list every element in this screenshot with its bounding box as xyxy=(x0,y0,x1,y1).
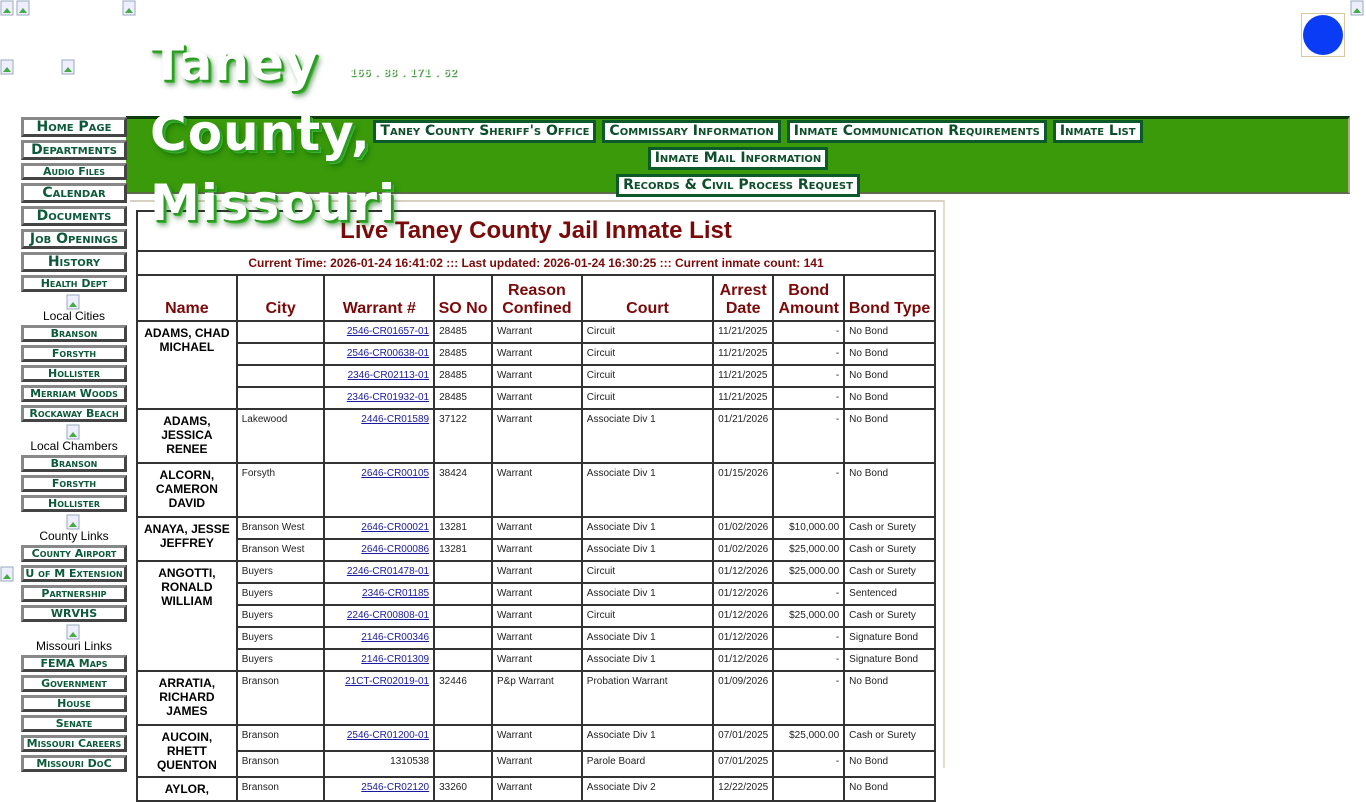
page-title: Live Taney County Jail Inmate List xyxy=(137,211,935,251)
cell-so xyxy=(434,649,492,671)
logo-line-1: Taney County, xyxy=(150,34,371,162)
cell-date: 07/01/2025 xyxy=(713,751,773,777)
sidebar-local-cities-merriam-woods[interactable]: Merriam Woods xyxy=(21,385,127,402)
broken-image-icon xyxy=(1350,0,1366,16)
cell-reason: Warrant xyxy=(492,365,582,387)
warrant-link[interactable]: 2646-CR00086 xyxy=(361,544,430,555)
warrant-link[interactable]: 2546-CR02120 xyxy=(361,782,430,793)
cell-city: Branson xyxy=(237,725,325,751)
sidebar-local-cities-forsyth[interactable]: Forsyth xyxy=(21,345,127,362)
cell-so: 28485 xyxy=(434,343,492,365)
cell-warrant xyxy=(324,387,434,409)
inmate-name: ARRATIA, RICHARD JAMES xyxy=(137,671,237,725)
cell-type: Signature Bond xyxy=(844,649,935,671)
warrant-link[interactable]: 2546-CR00638-01 xyxy=(346,348,430,359)
cell-city: Branson West xyxy=(237,517,325,539)
column-header-name: Name xyxy=(137,275,237,321)
cell-bond: $25,000.00 xyxy=(773,725,844,751)
cell-warrant xyxy=(324,583,434,605)
cell-court: Circuit xyxy=(582,365,713,387)
cell-type: No Bond xyxy=(844,409,935,463)
warrant-link[interactable]: 2646-CR00105 xyxy=(361,468,430,479)
nav-taney-county-sheriff-s-office[interactable]: Taney County Sheriff's Office xyxy=(373,120,596,143)
cell-court: Associate Div 1 xyxy=(582,539,713,561)
cell-bond: - xyxy=(773,463,844,517)
cell-reason: Warrant xyxy=(492,649,582,671)
cell-city xyxy=(237,365,325,387)
cell-city: Forsyth xyxy=(237,463,325,517)
cell-bond: $25,000.00 xyxy=(773,539,844,561)
cell-reason: Warrant xyxy=(492,751,582,777)
missouri-links-heading: Missouri Links xyxy=(35,639,113,653)
cell-so: 13281 xyxy=(434,539,492,561)
cell-date: 01/21/2026 xyxy=(713,409,773,463)
cell-reason: Warrant xyxy=(492,409,582,463)
cell-so: 28485 xyxy=(434,365,492,387)
column-header-arrest-date: Arrest Date xyxy=(713,275,773,321)
warrant-link[interactable]: 2346-CR02113-01 xyxy=(347,370,430,381)
cell-date: 07/01/2025 xyxy=(713,725,773,751)
cell-reason: Warrant xyxy=(492,387,582,409)
cell-bond: - xyxy=(773,583,844,605)
cell-bond: - xyxy=(773,649,844,671)
cell-warrant xyxy=(324,517,434,539)
cell-warrant xyxy=(324,539,434,561)
cell-court: Associate Div 1 xyxy=(582,627,713,649)
sidebar-item-departments[interactable]: Departments xyxy=(21,140,127,160)
status-line: Current Time: 2026-01-24 16:41:02 ::: Last updated: 2026-01-24 16:30:25 ::: Current inmate count: 141 xyxy=(137,251,935,275)
table-row xyxy=(137,583,935,605)
cell-date: 11/21/2025 xyxy=(713,365,773,387)
cell-bond xyxy=(773,777,844,801)
sidebar-local-chambers-hollister[interactable]: Hollister xyxy=(21,495,127,512)
cell-city: Lakewood xyxy=(237,409,325,463)
cell-bond: - xyxy=(773,365,844,387)
cell-type: Cash or Surety xyxy=(844,725,935,751)
cell-court: Associate Div 2 xyxy=(582,777,713,801)
cell-court: Circuit xyxy=(582,561,713,583)
cell-so: 38424 xyxy=(434,463,492,517)
cell-warrant xyxy=(324,561,434,583)
cell-type: Sentenced xyxy=(844,583,935,605)
sidebar-item-job-openings[interactable]: Job Openings xyxy=(21,229,127,249)
warrant-link[interactable]: 2546-CR01200-01 xyxy=(346,730,430,741)
sidebar-county-links-u-of-m-extension[interactable]: U of M Extension xyxy=(21,565,127,582)
cell-type: No Bond xyxy=(844,751,935,777)
cell-reason: Warrant xyxy=(492,343,582,365)
cell-city: Branson West xyxy=(237,539,325,561)
table-row xyxy=(137,321,935,343)
cell-warrant xyxy=(324,343,434,365)
inmate-name: ANGOTTI, RONALD WILLIAM xyxy=(137,561,237,671)
cell-so xyxy=(434,605,492,627)
local-cities-heading: Local Cities xyxy=(42,309,106,323)
sidebar-item-health-dept[interactable]: Health Dept xyxy=(21,275,127,292)
cell-warrant xyxy=(324,409,434,463)
cell-type: Signature Bond xyxy=(844,627,935,649)
broken-image-icon xyxy=(0,566,16,582)
cell-reason: Warrant xyxy=(492,627,582,649)
inmate-name: ALCORN, CAMERON DAVID xyxy=(137,463,237,517)
column-header-bond-type: Bond Type xyxy=(844,275,935,321)
cell-date: 01/12/2026 xyxy=(713,649,773,671)
cell-city xyxy=(237,321,325,343)
broken-image-icon xyxy=(66,424,82,440)
broken-image-icon xyxy=(61,59,77,75)
cell-bond: $25,000.00 xyxy=(773,605,844,627)
cell-warrant xyxy=(324,365,434,387)
sidebar-county-links-county-airport[interactable]: County Airport xyxy=(21,545,127,562)
cell-reason: Warrant xyxy=(492,463,582,517)
cell-city: Buyers xyxy=(237,649,325,671)
table-row xyxy=(137,777,935,801)
cell-date: 11/21/2025 xyxy=(713,343,773,365)
warrant-link[interactable]: 2146-CR00346 xyxy=(361,632,430,643)
warrant-link[interactable]: 2446-CR01589 xyxy=(361,414,430,425)
sidebar-county-links-partnership[interactable]: Partnership xyxy=(21,585,127,602)
cell-so: 37122 xyxy=(434,409,492,463)
cell-court: Associate Div 1 xyxy=(582,725,713,751)
sidebar-missouri-links-missouri-doc[interactable]: Missouri DoC xyxy=(21,755,127,772)
cell-city: Branson xyxy=(237,751,325,777)
table-row xyxy=(137,649,935,671)
cell-date: 01/12/2026 xyxy=(713,561,773,583)
table-row xyxy=(137,387,935,409)
cell-city xyxy=(237,387,325,409)
cell-city: Buyers xyxy=(237,605,325,627)
cell-court: Circuit xyxy=(582,605,713,627)
county-links-section-label xyxy=(21,514,127,543)
cell-warrant xyxy=(324,671,434,725)
sidebar-local-cities-hollister[interactable]: Hollister xyxy=(21,365,127,382)
sidebar-item-history[interactable]: History xyxy=(21,252,127,272)
table-row xyxy=(137,539,935,561)
sidebar-local-chambers-branson[interactable]: Branson xyxy=(21,455,127,472)
column-header-warrant: Warrant # xyxy=(324,275,434,321)
cell-type: Cash or Surety xyxy=(844,517,935,539)
cell-reason: P&p Warrant xyxy=(492,671,582,725)
cell-so xyxy=(434,751,492,777)
cell-type: Cash or Surety xyxy=(844,561,935,583)
sidebar-item-audio-files[interactable]: Audio Files xyxy=(21,163,127,180)
local-chambers-heading: Local Chambers xyxy=(30,439,118,453)
cell-reason: Warrant xyxy=(492,777,582,801)
cell-warrant xyxy=(324,463,434,517)
cell-date: 01/12/2026 xyxy=(713,605,773,627)
cell-type: No Bond xyxy=(844,321,935,343)
cell-date: 11/21/2025 xyxy=(713,387,773,409)
cell-type: No Bond xyxy=(844,387,935,409)
nav-inmate-communication-requirements[interactable]: Inmate Communication Requirements xyxy=(787,120,1047,143)
top-navigation xyxy=(126,120,1350,201)
cell-bond: $10,000.00 xyxy=(773,517,844,539)
cell-date: 11/21/2025 xyxy=(713,321,773,343)
cell-warrant xyxy=(324,777,434,801)
cell-city: Buyers xyxy=(237,561,325,583)
cell-bond: - xyxy=(773,627,844,649)
table-row xyxy=(137,751,935,777)
cell-warrant: 1310538 xyxy=(324,751,434,777)
cell-so: 32446 xyxy=(434,671,492,725)
cell-so: 13281 xyxy=(434,517,492,539)
cell-court: Associate Div 1 xyxy=(582,517,713,539)
warrant-link[interactable]: 2546-CR01657-01 xyxy=(346,326,430,337)
table-row xyxy=(137,409,935,463)
column-header-court: Court xyxy=(582,275,713,321)
cell-type: No Bond xyxy=(844,343,935,365)
avatar[interactable] xyxy=(1301,13,1345,57)
cell-bond: - xyxy=(773,671,844,725)
sidebar-missouri-links-senate[interactable]: Senate xyxy=(21,715,127,732)
broken-image-icon xyxy=(16,0,32,16)
cell-city: Buyers xyxy=(237,583,325,605)
cell-court: Associate Div 1 xyxy=(582,583,713,605)
nav-inmate-list[interactable]: Inmate List xyxy=(1053,120,1143,143)
avatar-circle-icon xyxy=(1303,15,1343,55)
cell-bond: - xyxy=(773,321,844,343)
cell-so xyxy=(434,627,492,649)
cell-date: 01/12/2026 xyxy=(713,627,773,649)
cell-bond: - xyxy=(773,409,844,463)
cell-bond: - xyxy=(773,387,844,409)
inmate-table xyxy=(136,210,936,802)
table-row xyxy=(137,725,935,751)
table-row xyxy=(137,605,935,627)
sidebar-item-calendar[interactable]: Calendar xyxy=(21,183,127,203)
cell-so xyxy=(434,561,492,583)
cell-court: Associate Div 1 xyxy=(582,649,713,671)
cell-so xyxy=(434,725,492,751)
nav-records-civil-process-request[interactable]: Records & Civil Process Request xyxy=(616,174,860,197)
sidebar-missouri-links-house[interactable]: House xyxy=(21,695,127,712)
cell-reason: Warrant xyxy=(492,583,582,605)
cell-court: Parole Board xyxy=(582,751,713,777)
column-header-so-no: SO No xyxy=(434,275,492,321)
warrant-link[interactable]: 2346-CR01932-01 xyxy=(346,392,430,403)
cell-reason: Warrant xyxy=(492,321,582,343)
table-row xyxy=(137,517,935,539)
cell-court: Circuit xyxy=(582,321,713,343)
cell-date: 01/02/2026 xyxy=(713,539,773,561)
table-row xyxy=(137,343,935,365)
cell-city: Branson xyxy=(237,671,325,725)
nav-commissary-information[interactable]: Commissary Information xyxy=(602,120,780,143)
cell-city xyxy=(237,343,325,365)
cell-type: Cash or Surety xyxy=(844,605,935,627)
cell-warrant xyxy=(324,321,434,343)
county-links-heading: County Links xyxy=(39,529,109,543)
table-row xyxy=(137,671,935,725)
local-chambers-section-label xyxy=(21,424,127,453)
cell-type: No Bond xyxy=(844,777,935,801)
sidebar-missouri-links-fema-maps[interactable]: FEMA Maps xyxy=(21,655,127,672)
sidebar-local-cities-branson[interactable]: Branson xyxy=(21,325,127,342)
warrant-link[interactable]: 2346-CR01185 xyxy=(362,588,430,599)
warrant-link[interactable]: 2246-CR01478-01 xyxy=(346,566,430,577)
cell-reason: Warrant xyxy=(492,561,582,583)
inmate-name: ADAMS, JESSICA RENEE xyxy=(137,409,237,463)
table-row xyxy=(137,365,935,387)
sidebar xyxy=(21,117,127,775)
cell-court: Associate Div 1 xyxy=(582,463,713,517)
broken-image-icon xyxy=(66,624,82,640)
sidebar-local-chambers-forsyth[interactable]: Forsyth xyxy=(21,475,127,492)
cell-type: No Bond xyxy=(844,671,935,725)
sidebar-missouri-links-missouri-careers[interactable]: Missouri Careers xyxy=(21,735,127,752)
cell-date: 12/22/2025 xyxy=(713,777,773,801)
visitor-ip: 166 . 88 . 171 . 62 xyxy=(350,67,458,79)
cell-court: Circuit xyxy=(582,343,713,365)
missouri-links-section-label xyxy=(21,624,127,653)
column-header-city: City xyxy=(237,275,325,321)
sidebar-missouri-links-government[interactable]: Government xyxy=(21,675,127,692)
broken-image-icon xyxy=(122,0,138,16)
cell-date: 01/02/2026 xyxy=(713,517,773,539)
cell-so xyxy=(434,583,492,605)
cell-city: Branson xyxy=(237,777,325,801)
sidebar-county-links-wrvhs[interactable]: WRVHS xyxy=(21,605,127,622)
cell-bond: - xyxy=(773,343,844,365)
cell-reason: Warrant xyxy=(492,539,582,561)
cell-so: 28485 xyxy=(434,321,492,343)
warrant-link[interactable]: 2646-CR00021 xyxy=(361,522,430,533)
cell-reason: Warrant xyxy=(492,605,582,627)
sidebar-item-documents[interactable]: Documents xyxy=(21,206,127,226)
nav-inmate-mail-information[interactable]: Inmate Mail Information xyxy=(648,147,829,170)
cell-bond: - xyxy=(773,751,844,777)
inmate-name: ADAMS, CHAD MICHAEL xyxy=(137,321,237,409)
inmate-name: ANAYA, JESSE JEFFREY xyxy=(137,517,237,561)
table-row xyxy=(137,561,935,583)
cell-so: 33260 xyxy=(434,777,492,801)
inmate-name: AUCOIN, RHETT QUENTON xyxy=(137,725,237,777)
cell-warrant xyxy=(324,605,434,627)
cell-court: Probation Warrant xyxy=(582,671,713,725)
cell-warrant xyxy=(324,649,434,671)
cell-reason: Warrant xyxy=(492,725,582,751)
table-row xyxy=(137,463,935,517)
sidebar-local-cities-rockaway-beach[interactable]: Rockaway Beach xyxy=(21,405,127,422)
column-header-reason-confined: Reason Confined xyxy=(492,275,582,321)
cell-warrant xyxy=(324,725,434,751)
cell-city: Buyers xyxy=(237,627,325,649)
broken-image-icon xyxy=(0,0,16,16)
cell-so: 28485 xyxy=(434,387,492,409)
cell-type: No Bond xyxy=(844,463,935,517)
sidebar-item-home-page[interactable]: Home Page xyxy=(21,117,127,137)
cell-date: 01/12/2026 xyxy=(713,583,773,605)
logo-line-2: Missouri xyxy=(150,174,397,232)
cell-court: Circuit xyxy=(582,387,713,409)
broken-image-icon xyxy=(66,514,82,530)
cell-type: Cash or Surety xyxy=(844,539,935,561)
cell-warrant xyxy=(324,627,434,649)
warrant-link[interactable]: 21CT-CR02019-01 xyxy=(345,676,430,687)
local-cities-section-label xyxy=(21,294,127,323)
broken-image-icon xyxy=(66,294,82,310)
cell-reason: Warrant xyxy=(492,517,582,539)
warrant-link[interactable]: 2246-CR00808-01 xyxy=(346,610,430,621)
cell-date: 01/09/2026 xyxy=(713,671,773,725)
cell-bond: $25,000.00 xyxy=(773,561,844,583)
cell-court: Associate Div 1 xyxy=(582,409,713,463)
broken-image-icon xyxy=(0,59,16,75)
table-row xyxy=(137,627,935,649)
inmate-name: AYLOR, xyxy=(137,777,237,801)
warrant-link[interactable]: 2146-CR01309 xyxy=(361,654,430,665)
column-header-bond-amount: Bond Amount xyxy=(773,275,844,321)
cell-date: 01/15/2026 xyxy=(713,463,773,517)
cell-type: No Bond xyxy=(844,365,935,387)
